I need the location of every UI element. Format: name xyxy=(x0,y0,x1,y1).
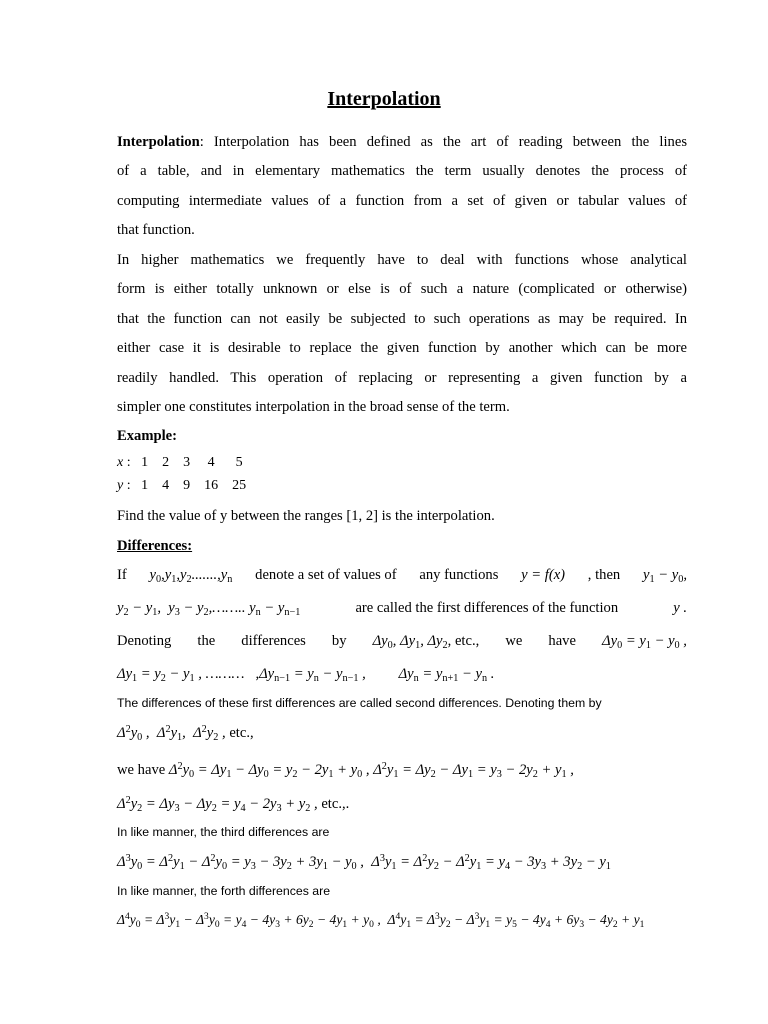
formula-second-diff-1: $\Delta^2y_0 = \Delta y_1 - \Delta y_0 = y_2 - 2y_1 + y_0$ , $\Delta^2y_1 = \Delta y_2 - \Delta y_1 = y_3 - 2y_2 + y_1$ , xyxy=(168,761,574,780)
page-title: Interpolation xyxy=(327,88,441,110)
intro-term: Interpolation xyxy=(117,134,200,150)
any-functions-text: any functions xyxy=(419,567,499,583)
para2-line-2: form is either totally unknown or else is of such a nature (complicated or otherwise) xyxy=(117,281,687,298)
formula-y-fx: y = f(x) xyxy=(521,567,566,583)
formula-y: y . xyxy=(673,600,687,616)
differences-line-3 xyxy=(117,633,687,650)
differences-line-1 xyxy=(117,567,687,584)
third-differences-text: In like manner, the third differences are xyxy=(117,825,330,839)
intro-line-1-text: : Interpolation has been defined as the art of reading between the lines xyxy=(199,134,687,150)
formula-y1-y0: $y_1 - y_0$, xyxy=(643,567,687,585)
y-value: 9 xyxy=(183,478,191,493)
y-values-row: y : 1 4 9 16 25 xyxy=(117,478,247,493)
y-label: y xyxy=(117,478,124,493)
y-value: 16 xyxy=(204,478,219,493)
para2-line-5: readily handled. This operation of replacing or representing a given function by a xyxy=(117,369,687,386)
by-text: by xyxy=(331,633,347,649)
explanation-paragraph xyxy=(117,246,687,422)
differences-line-2 xyxy=(117,600,687,617)
then-text: , then xyxy=(587,567,621,583)
called-first-differences-text: are called the first differences of the function xyxy=(355,600,619,616)
differences-line-4 xyxy=(117,666,687,683)
formula-forth-diff: $\Delta^4y_0 = \Delta^3y_1 - \Delta^3y_0 = y_4 - 4y_3 + 6y_2 - 4y_1 + y_0$ , $\Delta^4y_1 = \Delta^3y_2 - \Delta^3y_1 = y_5 - 4y_4 + 6y_3 - 4y_2 + y_1$ xyxy=(117,912,645,930)
intro-line-1 xyxy=(117,128,687,157)
intro-line-4: that function. xyxy=(117,222,195,239)
para2-line-4: either case it is desirable to replace the given function by another which can be more xyxy=(117,340,687,357)
formula-third-diff: $\Delta^3y_0 = \Delta^2y_1 - \Delta^2y_0 = y_3 - 3y_2 + 3y_1 - y_0$ , $\Delta^3y_1 = \Delta^2y_2 - \Delta^2y_1 = y_4 - 3y_3 + 3y_2 - y_1$ xyxy=(117,853,611,872)
y-value: 1 xyxy=(141,478,149,493)
x-values-row: x : 1 2 3 4 5 xyxy=(117,455,243,470)
etc-text: , etc., xyxy=(447,633,480,649)
formula-delta-series: $\Delta y_1 = y_2 - y_1$ , ……… $,\Delta y_{n-1} = y_n - y_{n-1}$ , $\Delta y_n = y_{n+1} - y_n$ . xyxy=(117,666,495,684)
second-differences-text: The differences of these first differences are called second differences. Denoting them by xyxy=(117,696,602,710)
formula-second-diff-notation: $\Delta^2y_0$ , $\Delta^2y_1$, $\Delta^2y_2$ , xyxy=(117,724,226,743)
we-text: we xyxy=(505,633,523,649)
formula-second-diff-2: $\Delta^2y_2 = \Delta y_3 - \Delta y_2 = y_4 - 2y_3 + y_2$ , xyxy=(117,795,318,814)
x-value: 5 xyxy=(235,455,243,470)
para2-line-3: that the function can not easily be subjected to such operations as may be required. In xyxy=(117,310,687,327)
y-value: 4 xyxy=(162,478,170,493)
etc-text-2: etc., xyxy=(229,725,254,741)
x-value: 3 xyxy=(183,455,191,470)
forth-differences-text: In like manner, the forth differences are xyxy=(117,884,331,898)
we-have-text: we have xyxy=(117,762,166,778)
x-label: x xyxy=(117,455,124,470)
etc-text-3: etc.,. xyxy=(321,796,350,812)
formula-y-sequence: $y_0,y_1,y_2.......,y_n$ xyxy=(149,567,233,585)
denoting-text: Denoting xyxy=(117,633,172,649)
y-value: 25 xyxy=(232,478,247,493)
x-value: 2 xyxy=(162,455,170,470)
differences-heading: Differences: xyxy=(117,538,193,554)
second-diff-notation-line xyxy=(117,725,687,742)
the-text: the xyxy=(197,633,216,649)
para2-line-6: simpler one constitutes interpolation in the broad sense of the term. xyxy=(117,399,510,416)
forth-diff-equations-line xyxy=(117,912,687,928)
x-value: 1 xyxy=(141,455,149,470)
third-diff-equations-line xyxy=(117,854,687,871)
formula-delta-list: $\Delta y_0$, $\Delta y_1$, $\Delta y_2$, etc., xyxy=(372,633,480,651)
x-value: 4 xyxy=(207,455,215,470)
intro-paragraph xyxy=(117,128,687,246)
intro-line-2: of a table, and in elementary mathematics the term usually denotes the process of xyxy=(117,163,687,180)
para2-line-1: In higher mathematics we frequently have to deal with functions whose analytical xyxy=(117,252,687,268)
denote-text: denote a set of values of xyxy=(255,567,397,583)
find-value-text: Find the value of y between the ranges [1, 2] is the interpolation. xyxy=(117,508,495,524)
example-heading: Example: xyxy=(117,428,177,444)
second-diff-equations-line xyxy=(117,762,687,779)
intro-line-3: computing intermediate values of a function from a set of given or tabular values of xyxy=(117,192,687,209)
have-text: have xyxy=(548,633,576,649)
if-text: If xyxy=(117,567,127,583)
differences-word: differences xyxy=(241,633,306,649)
formula-first-diffs: $y_2 - y_1$, $y_3$ − $y_2,\dots\dots$.. $y_n - y_{n-1}$ xyxy=(117,600,301,618)
formula-delta-y0: $\Delta y_0 = y_1 - y_0$ , xyxy=(602,633,687,651)
second-diff-equation-2-line xyxy=(117,796,687,813)
